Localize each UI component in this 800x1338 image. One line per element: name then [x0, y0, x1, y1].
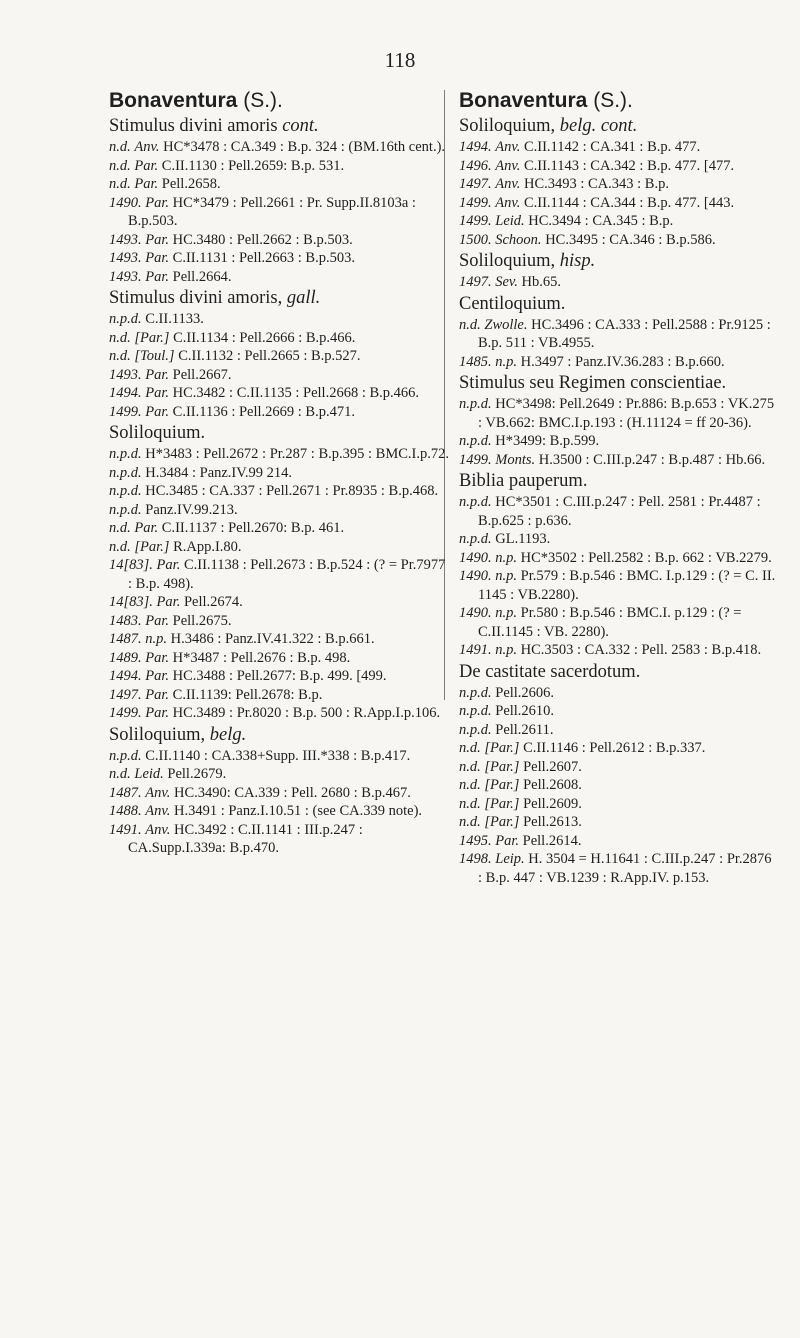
entry-place: Leip. [495, 851, 525, 867]
entry-date: 1483. [109, 612, 142, 629]
entry-place: Par. [145, 649, 170, 666]
entry-refs: HC.3488 : Pell.2677: B.p. 499. [499. [169, 668, 387, 684]
entry-refs: Pell.2611. [491, 721, 554, 738]
entry-refs: C.II.1143 : CA.342 : B.p. 477. [477. [520, 157, 735, 174]
entry-date: 1495. [459, 832, 492, 849]
entry-date: n.p.d. [109, 483, 142, 499]
entry-refs: H*3483 : Pell.2672 : Pr.287 : B.p.395 : BMC.I.p.72. [141, 446, 449, 462]
entry-refs: C.II.1140 : CA.338+Supp. III.*338 : B.p.417. [141, 747, 411, 764]
entry-refs: H.3486 : Panz.IV.41.322 : B.p.661. [167, 631, 375, 647]
section-title [109, 724, 449, 746]
section-title [459, 661, 777, 683]
entry-date: n.d. [109, 520, 131, 536]
entry-refs: Pr.580 : B.p.546 : BMC.I. p.129 : (? = C.II.1145 : VB. 2280). [478, 605, 742, 640]
entry-place: [Par.] [484, 795, 520, 812]
entry-date: 1497. [459, 274, 492, 290]
entry-date: 1499. [459, 451, 492, 468]
entry-refs: Pr.579 : B.p.546 : BMC. I.p.129 : (? = C. II. 1145 : VB.2280). [478, 568, 776, 603]
catalog-entry [109, 784, 449, 803]
catalog-entry [459, 813, 777, 832]
entry-date: 14[83]. [109, 594, 153, 610]
entry-date: n.p.d. [459, 684, 492, 701]
catalog-entry [109, 821, 449, 858]
entry-place: Par. [145, 403, 170, 420]
entry-date: n.p.d. [109, 446, 142, 462]
entry-date: 1487. [109, 631, 142, 647]
catalog-entry [109, 138, 449, 157]
entry-date: n.d. [109, 348, 131, 364]
catalog-entry [109, 175, 449, 194]
entry-place: Schoon. [495, 231, 542, 248]
entry-place: Leid. [495, 213, 525, 229]
entry-refs: HC*3478 : CA.349 : B.p. 324 : (BM.16th cent.). [159, 139, 446, 155]
entry-date: n.d. [459, 758, 481, 775]
entry-date: n.d. [459, 814, 481, 830]
entry-refs: C.II.1139: Pell.2678: B.p. [169, 686, 323, 703]
catalog-entry [459, 138, 777, 157]
entry-date: 1491. [109, 821, 142, 838]
entry-date: 1489. [109, 649, 142, 666]
catalog-entry [459, 395, 777, 432]
entry-refs: C.II.1136 : Pell.2669 : B.p.471. [169, 403, 355, 420]
section-title-text: Stimulus seu Regimen conscientiae. [459, 373, 727, 393]
entry-date: n.p.d. [459, 721, 492, 738]
entry-date: n.p.d. [459, 494, 492, 510]
catalog-entry [109, 802, 449, 821]
entry-date: 1497. [109, 686, 142, 703]
entry-date: 1493. [109, 250, 142, 266]
entry-date: 1490. [459, 549, 492, 566]
entry-blocks [459, 115, 777, 887]
entry-place: n.p. [495, 549, 517, 566]
left-column [109, 88, 449, 858]
entry-place: Par. [145, 268, 170, 285]
catalog-entry [109, 366, 449, 385]
entry-refs: HC.3496 : CA.333 : Pell.2588 : Pr.9125 : B.p. 511 : VB.4955. [478, 316, 771, 351]
catalog-entry [109, 310, 449, 329]
catalog-entry [109, 384, 449, 403]
catalog-entry [109, 593, 449, 612]
entry-place: Anv. [134, 139, 160, 155]
entry-refs: Pell.2614. [519, 832, 582, 849]
catalog-entry [109, 194, 449, 231]
entry-refs: Panz.IV.99.213. [141, 501, 238, 518]
entry-place: Par. [145, 231, 170, 248]
section-title-qualifier: gall. [286, 288, 321, 308]
right-column [459, 88, 777, 887]
catalog-entry [109, 667, 449, 686]
section-title-text: Soliloquium, [459, 116, 560, 136]
entry-refs: HC*3501 : C.III.p.247 : Pell. 2581 : Pr.4487 : B.p.625 : p.636. [478, 494, 761, 529]
section-title [459, 250, 777, 272]
entry-date: 1488. [109, 803, 142, 819]
entry-place: [Par.] [484, 758, 520, 775]
catalog-entry [109, 501, 449, 520]
catalog-entry [459, 795, 777, 814]
entry-refs: C.II.1138 : Pell.2673 : B.p.524 : (? = Pr.7977 : B.p. 498). [128, 557, 446, 592]
catalog-entry [109, 538, 449, 557]
catalog-entry [109, 556, 449, 593]
section-title [109, 115, 449, 137]
entry-place: Zwolle. [484, 316, 528, 333]
entry-date: n.d. [459, 316, 481, 333]
catalog-entry [109, 482, 449, 501]
catalog-entry [459, 739, 777, 758]
entry-place: Anv. [495, 194, 521, 211]
catalog-entry [109, 157, 449, 176]
entry-place: Par. [145, 250, 170, 266]
catalog-entry [459, 721, 777, 740]
entry-place: Leid. [134, 766, 164, 782]
section-title-text: Soliloquium, [109, 724, 210, 745]
section-title-text: Centiloquium. [459, 293, 566, 314]
entry-place: Par. [145, 366, 170, 383]
section-title [109, 287, 449, 309]
entry-refs: C.II.1134 : Pell.2666 : B.p.466. [169, 329, 356, 346]
section-title [459, 115, 777, 137]
entry-place: [Par.] [484, 740, 520, 756]
entry-date: n.d. [109, 139, 131, 155]
entry-place: Anv. [145, 784, 171, 801]
section-title [109, 422, 449, 444]
entry-refs: Pell.2664. [169, 268, 232, 285]
entry-date: 1496. [459, 157, 492, 174]
entry-date: 1487. [109, 784, 142, 801]
entry-date: 1490. [459, 568, 492, 584]
entry-refs: Pell.2675. [169, 612, 232, 629]
heading-name: Bonaventura [459, 89, 588, 112]
entry-place: Monts. [495, 451, 536, 468]
entry-refs: H.3497 : Panz.IV.36.283 : B.p.660. [517, 353, 725, 370]
entry-refs: C.II.1146 : Pell.2612 : B.p.337. [519, 740, 706, 756]
entry-refs: C.II.1133. [141, 311, 204, 327]
entry-refs: H.3500 : C.III.p.247 : B.p.487 : Hb.66. [535, 451, 766, 468]
catalog-entry [109, 249, 449, 268]
entry-place: Par. [145, 668, 170, 684]
entry-place: Par. [134, 157, 159, 174]
catalog-entry [109, 649, 449, 668]
entry-refs: C.II.1144 : CA.344 : B.p. 477. [443. [520, 194, 735, 211]
entry-place: Par. [145, 385, 170, 401]
entry-refs: Pell.2658. [158, 176, 221, 192]
entry-refs: Pell.2608. [519, 777, 582, 793]
entry-refs: HC*3498: Pell.2649 : Pr.886: B.p.653 : VK.275 : VB.662: BMC.I.p.193 : (H.11124 = ff 20-36). [478, 396, 775, 431]
entry-refs: Pell.2609. [519, 795, 582, 812]
entry-place: [Par.] [134, 329, 170, 346]
entry-date: n.p.d. [459, 703, 492, 719]
entry-place: Par. [495, 832, 520, 849]
entry-refs: H. 3504 = H.11641 : C.III.p.247 : Pr.2876 : B.p. 447 : VB.1239 : R.App.IV. p.153. [478, 851, 772, 886]
entry-date: n.d. [109, 157, 131, 174]
entry-place: n.p. [495, 568, 517, 584]
entry-refs: HC.3480 : Pell.2662 : B.p.503. [169, 231, 353, 248]
catalog-entry [109, 630, 449, 649]
catalog-entry [459, 758, 777, 777]
catalog-entry [109, 347, 449, 366]
column-heading [459, 88, 777, 113]
catalog-entry [459, 157, 777, 176]
entry-date: n.d. [109, 766, 131, 782]
catalog-entry [459, 604, 777, 641]
entry-place: n.p. [495, 605, 517, 621]
entry-date: n.p.d. [459, 396, 492, 412]
section-title-qualifier: cont. [282, 116, 319, 136]
entry-place: Par. [145, 194, 170, 211]
entry-date: n.d. [109, 538, 131, 555]
entry-place: [Toul.] [134, 348, 175, 364]
section-title-qualifier: belg. [209, 724, 247, 745]
entry-place: [Par.] [134, 538, 170, 555]
heading-suffix: (S.). [243, 89, 283, 112]
entry-refs: C.II.1130 : Pell.2659: B.p. 531. [158, 157, 345, 174]
entry-date: 1494. [459, 139, 492, 155]
catalog-entry [109, 704, 449, 723]
catalog-entry [109, 765, 449, 784]
catalog-entry [109, 329, 449, 348]
entry-date: 1493. [109, 231, 142, 248]
catalog-entry [109, 403, 449, 422]
section-title-text: Soliloquium. [109, 423, 206, 443]
section-title-qualifier: hisp. [559, 251, 596, 271]
entry-refs: HC.3485 : CA.337 : Pell.2671 : Pr.8935 : B.p.468. [141, 483, 439, 499]
entry-refs: Pell.2674. [180, 594, 243, 610]
catalog-entry [459, 353, 777, 372]
section-title-text: Soliloquium, [459, 251, 560, 271]
page-number: 118 [384, 48, 416, 72]
catalog-entry [109, 268, 449, 287]
entry-refs: H.3484 : Panz.IV.99 214. [141, 464, 292, 481]
entry-blocks [109, 115, 449, 858]
entry-place: Par. [145, 705, 170, 721]
catalog-entry [109, 445, 449, 464]
entry-refs: Hb.65. [517, 274, 562, 290]
entry-date: 1500. [459, 231, 492, 248]
entry-date: n.d. [459, 795, 481, 812]
section-title-text: Stimulus divini amoris, [109, 288, 287, 308]
section-title-qualifier: belg. cont. [559, 116, 638, 136]
entry-date: 14[83]. [109, 557, 153, 573]
entry-refs: Pell.2606. [491, 684, 555, 701]
entry-refs: C.II.1142 : CA.341 : B.p. 477. [520, 139, 701, 155]
entry-date: 1490. [459, 605, 492, 621]
entry-refs: Pell.2610. [491, 703, 555, 719]
entry-date: 1491. [459, 642, 492, 658]
entry-place: Par. [156, 594, 181, 610]
entry-refs: GL.1193. [491, 531, 551, 547]
entry-date: 1499. [109, 403, 142, 420]
catalog-entry [459, 567, 777, 604]
entry-refs: H*3487 : Pell.2676 : B.p. 498. [169, 649, 351, 666]
entry-refs: C.II.1132 : Pell.2665 : B.p.527. [174, 348, 361, 364]
entry-place: Sev. [495, 274, 518, 290]
catalog-entry [109, 686, 449, 705]
entry-place: Anv. [145, 821, 171, 838]
entry-refs: Pell.2667. [169, 366, 232, 383]
catalog-entry [459, 641, 777, 660]
entry-refs: HC.3490: CA.339 : Pell. 2680 : B.p.467. [170, 784, 411, 801]
entry-refs: H*3499: B.p.599. [491, 433, 600, 449]
entry-place: [Par.] [484, 814, 520, 830]
entry-refs: R.App.I.80. [169, 538, 242, 555]
entry-refs: HC.3503 : CA.332 : Pell. 2583 : B.p.418. [517, 642, 762, 658]
entry-date: n.d. [459, 777, 481, 793]
entry-place: Par. [156, 557, 181, 573]
entry-refs: C.II.1137 : Pell.2670: B.p. 461. [158, 520, 345, 536]
catalog-entry [459, 850, 777, 887]
section-title-text: Stimulus divini amoris [109, 116, 283, 136]
catalog-entry [109, 231, 449, 250]
entry-place: Anv. [495, 139, 521, 155]
catalog-entry [459, 175, 777, 194]
entry-place: n.p. [145, 631, 167, 647]
entry-date: n.p.d. [459, 433, 492, 449]
catalog-entry [459, 549, 777, 568]
catalog-entry [459, 530, 777, 549]
catalog-entry [459, 451, 777, 470]
entry-date: 1499. [459, 213, 492, 229]
entry-place: Anv. [145, 803, 171, 819]
entry-date: n.p.d. [109, 311, 142, 327]
section-title-text: De castitate sacerdotum. [459, 661, 641, 682]
catalog-entry [459, 316, 777, 353]
entry-date: 1497. [459, 176, 492, 192]
entry-refs: HC*3502 : Pell.2582 : B.p. 662 : VB.2279. [517, 549, 772, 566]
entry-refs: HC.3489 : Pr.8020 : B.p. 500 : R.App.I.p.106. [169, 705, 441, 721]
catalog-entry [459, 776, 777, 795]
catalog-entry [459, 212, 777, 231]
entry-refs: HC*3479 : Pell.2661 : Pr. Supp.II.8103a : B.p.503. [128, 194, 416, 229]
entry-place: Anv. [495, 176, 521, 192]
catalog-entry [109, 519, 449, 538]
catalog-entry [459, 432, 777, 451]
entry-place: Par. [145, 612, 170, 629]
entry-date: 1499. [109, 705, 142, 721]
entry-date: 1493. [109, 366, 142, 383]
entry-date: n.p.d. [109, 501, 142, 518]
catalog-entry [109, 612, 449, 631]
entry-refs: HC.3493 : CA.343 : B.p. [520, 176, 669, 192]
entry-refs: Pell.2607. [519, 758, 582, 775]
catalog-entry [459, 684, 777, 703]
entry-date: n.p.d. [109, 464, 142, 481]
entry-date: 1494. [109, 668, 142, 684]
entry-place: Par. [134, 520, 159, 536]
entry-date: 1499. [459, 194, 492, 211]
entry-date: 1493. [109, 268, 142, 285]
entry-refs: HC.3494 : CA.345 : B.p. [524, 213, 674, 229]
catalog-entry [109, 747, 449, 766]
heading-name: Bonaventura [109, 89, 238, 112]
section-title-text: Biblia pauperum. [459, 471, 588, 491]
section-title [459, 293, 777, 315]
catalog-entry [459, 194, 777, 213]
entry-place: [Par.] [484, 777, 520, 793]
entry-place: n.p. [495, 642, 517, 658]
entry-date: 1485. [459, 353, 492, 370]
entry-place: Par. [145, 686, 170, 703]
section-title [459, 470, 777, 492]
catalog-entry [459, 231, 777, 250]
catalog-entry [459, 832, 777, 851]
entry-date: n.p.d. [459, 531, 492, 547]
heading-suffix: (S.). [593, 89, 633, 112]
entry-date: n.p.d. [109, 747, 142, 764]
entry-refs: HC.3492 : C.II.1141 : III.p.247 : CA.Supp.I.339a: B.p.470. [128, 821, 363, 856]
entry-refs: Pell.2613. [519, 814, 582, 830]
entry-place: Anv. [495, 157, 521, 174]
entry-refs: HC.3495 : CA.346 : B.p.586. [541, 231, 716, 248]
entry-refs: C.II.1131 : Pell.2663 : B.p.503. [169, 250, 355, 266]
entry-date: 1494. [109, 385, 142, 401]
entry-date: 1490. [109, 194, 142, 211]
entry-date: 1498. [459, 851, 492, 867]
catalog-entry [459, 702, 777, 721]
entry-date: n.d. [459, 740, 481, 756]
entry-refs: Pell.2679. [163, 766, 227, 782]
entry-refs: H.3491 : Panz.I.10.51 : (see CA.339 note). [170, 803, 423, 819]
entry-date: n.d. [109, 176, 131, 192]
entry-date: n.d. [109, 329, 131, 346]
entry-refs: HC.3482 : C.II.1135 : Pell.2668 : B.p.466. [169, 385, 420, 401]
column-heading [109, 88, 449, 113]
catalog-entry [459, 273, 777, 292]
entry-place: Par. [134, 176, 159, 192]
catalog-entry [109, 464, 449, 483]
catalog-entry [459, 493, 777, 530]
entry-place: n.p. [495, 353, 517, 370]
section-title [459, 372, 777, 394]
